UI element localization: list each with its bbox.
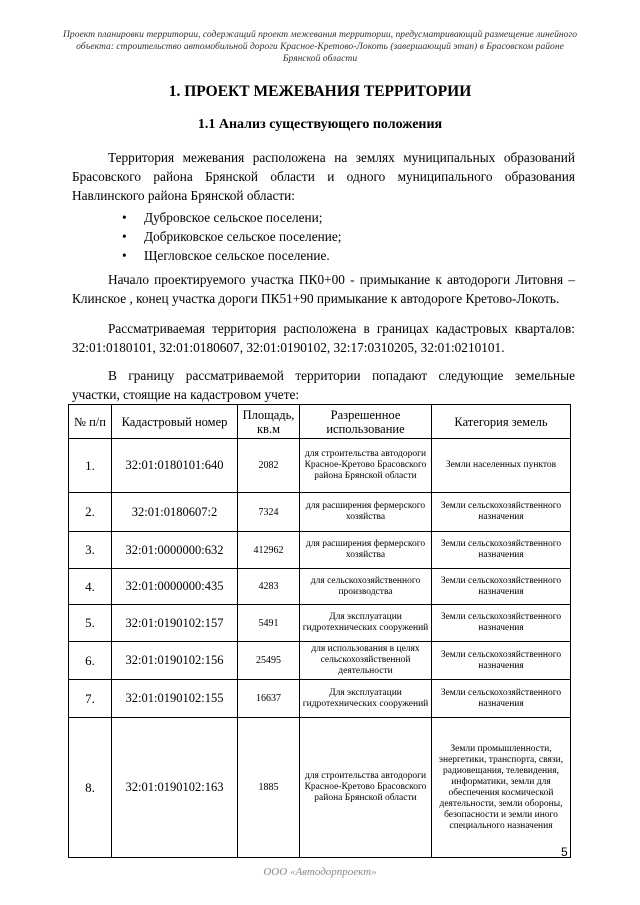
bullet-icon: •	[122, 210, 127, 225]
section-title: 1. ПРОЕКТ МЕЖЕВАНИЯ ТЕРРИТОРИИ	[168, 83, 472, 100]
header-num: № п/п	[69, 405, 112, 439]
running-header: Проект планировки территории, содержащий проект межевания территории, предусматривающий размещение линейного объекта: строительство автомобильной дороги Красное-Кретово-Локоть (завершающий этап) в Брасовском районе Брянской области	[62, 29, 577, 64]
table-row: 5. 32:01:0190102:157 5491 Для эксплуатации гидротехнических сооружений Земли сельскохозяйственного назначения	[69, 605, 571, 642]
list-item: • Добриковское сельское поселение;	[122, 229, 342, 244]
table-row: 6. 32:01:0190102:156 25495 для использования в целях сельскохозяйственной деятельности Земли сельскохозяйственного назначения	[69, 642, 571, 680]
table-row: 4. 32:01:0000000:435 4283 для сельскохозяйственного производства Земли сельскохозяйственного назначения	[69, 569, 571, 605]
paragraph-quarters: Рассматриваемая территория расположена в границах кадастровых кварталов: 32:01:0180101, 32:01:0180607, 32:01:0190102, 32:17:0310205, 32:01:0210101.	[72, 321, 575, 355]
land-plots-table	[68, 404, 571, 858]
table-row: 7. 32:01:0190102:155 16637 Для эксплуатации гидротехнических сооружений Земли сельскохозяйственного назначения	[69, 680, 571, 718]
header-cadastral: Кадастровый номер	[112, 405, 238, 439]
table-row: 8. 32:01:0190102:163 1885 для строительства автодороги Красное-Кретово Брасовского района Брянской области Земли промышленности, энергетики, транспорта, связи, радиовещания, телевидения, информатики, земли для обеспечения космической деятельности, земли обороны, безопасности и земли иного специального назначения	[69, 718, 571, 858]
header-use: Разрешенное использование	[300, 405, 432, 439]
page-number: 5	[561, 845, 568, 859]
settlement-list	[104, 208, 341, 265]
footer-company: ООО «Автодорпроект»	[263, 866, 377, 878]
list-item: • Щегловское сельское поселение.	[122, 248, 330, 263]
subsection-title: 1.1 Анализ существующего положения	[197, 117, 443, 132]
table-row: 2. 32:01:0180607:2 7324 для расширения фермерского хозяйства Земли сельскохозяйственного назначения	[69, 493, 571, 532]
paragraph-territory: Территория межевания расположена на землях муниципальных образований Брасовского района Брянской области и одного муниципального образования Навлинского района Брянской области:	[72, 150, 575, 203]
table-row: 1. 32:01:0180101:640 2082 для строительства автодороги Красное-Кретово Брасовского района Брянской области Земли населенных пунктов	[69, 439, 571, 493]
bullet-icon: •	[122, 248, 127, 263]
paragraph-route: Начало проектируемого участка ПК0+00 - примыкание к автодороги Литовня – Клинское , конец участка дороги ПК51+90 примыкание к автодороге Кретово-Локоть.	[72, 272, 575, 306]
list-item: • Дубровское сельское поселени;	[122, 210, 323, 225]
header-category: Категория земель	[432, 405, 571, 439]
bullet-icon: •	[122, 229, 127, 244]
paragraph-plots-intro: В границу рассматриваемой территории попадают следующие земельные участки, стоящие на кадастровом учете:	[72, 368, 575, 402]
table-row: 3. 32:01:0000000:632 412962 для расширения фермерского хозяйства Земли сельскохозяйственного назначения	[69, 532, 571, 569]
table-header-row	[69, 405, 571, 439]
header-area: Площадь, кв.м	[238, 405, 300, 439]
